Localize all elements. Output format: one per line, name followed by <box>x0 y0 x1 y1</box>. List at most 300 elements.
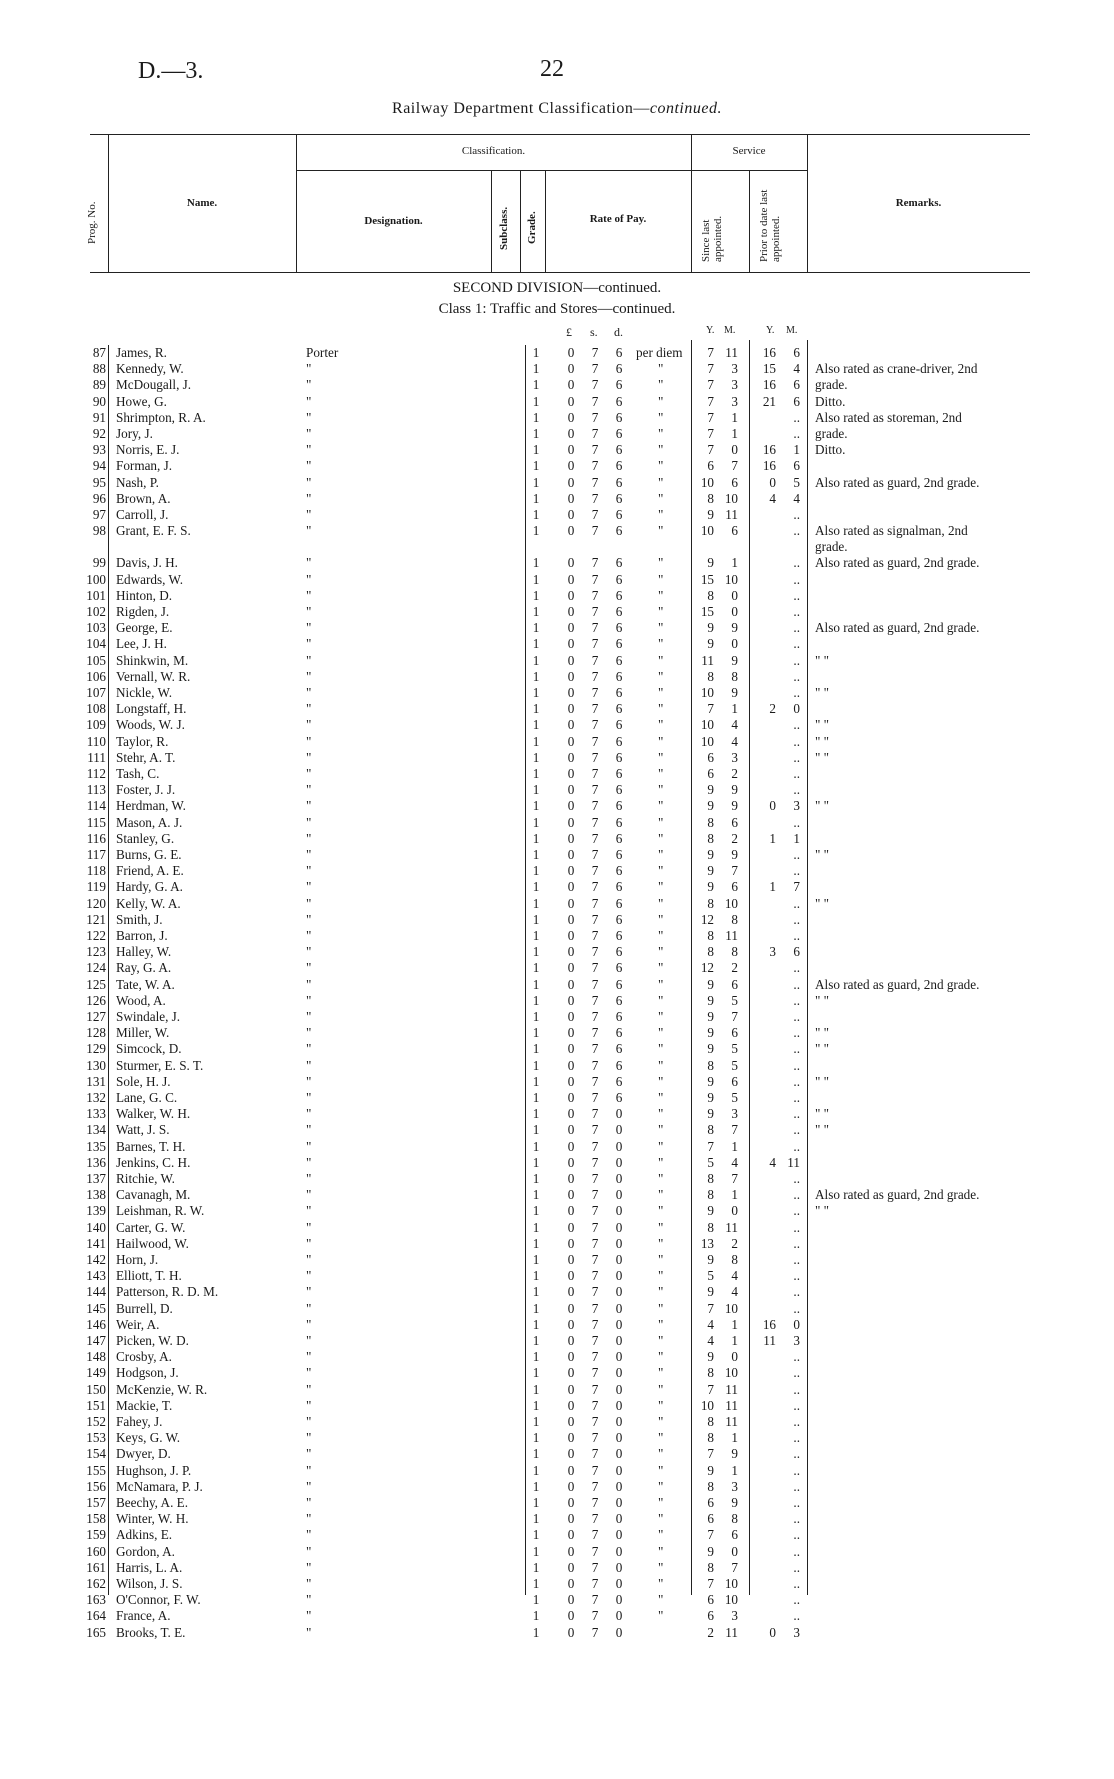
remarks: " " <box>815 652 830 668</box>
prior-months: 5 <box>793 474 800 490</box>
rate-pounds: 0 <box>567 1576 575 1591</box>
prog-no: 112 <box>86 766 106 781</box>
table-row <box>0 1560 1114 1576</box>
rate-shillings: 7 <box>591 571 599 587</box>
grade: 1 <box>532 668 540 684</box>
employee-name: Dwyer, D. <box>116 1446 171 1462</box>
prog-no: 157 <box>86 1495 106 1510</box>
employee-name: Norris, E. J. <box>116 442 180 458</box>
table-row <box>0 345 1114 361</box>
rate-unit: " <box>658 1268 664 1284</box>
since-months: 1 <box>731 701 738 717</box>
rate-unit: " <box>658 1559 664 1575</box>
designation: " <box>306 1559 312 1575</box>
rate-pounds: 0 <box>567 345 575 360</box>
grade: 1 <box>532 960 540 976</box>
since-months: 8 <box>731 1252 738 1267</box>
designation: " <box>306 426 312 441</box>
since-months: 10 <box>724 490 738 506</box>
table-row <box>0 863 1114 879</box>
since-months: 0 <box>731 442 738 458</box>
since-months: 10 <box>724 1300 738 1316</box>
table-row <box>0 636 1114 652</box>
table-row <box>0 1317 1114 1333</box>
rate-shillings: 7 <box>591 604 599 619</box>
since-months: 11 <box>725 1624 738 1640</box>
rate-pounds: 0 <box>567 1203 575 1219</box>
employee-name: Miller, W. <box>116 1025 170 1041</box>
prog-no: 87 <box>92 345 106 360</box>
grade: 1 <box>532 1576 540 1591</box>
since-months: 11 <box>725 1381 738 1397</box>
grade: 1 <box>532 1430 540 1446</box>
prog-no: 116 <box>86 830 106 846</box>
col-grade: Grade. <box>526 211 538 244</box>
employee-name: Keys, G. W. <box>116 1430 181 1446</box>
table-row <box>0 798 1114 814</box>
since-months: 9 <box>731 782 738 798</box>
rate-pounds: 0 <box>567 1608 575 1624</box>
rate-pounds: 0 <box>567 1138 575 1154</box>
rate-pence: 6 <box>615 1073 623 1089</box>
since-months: 11 <box>725 507 738 522</box>
table-row <box>0 669 1114 685</box>
rate-unit: " <box>658 1041 664 1057</box>
employee-name: Sole, H. J. <box>116 1073 171 1089</box>
since-months: 6 <box>731 1025 738 1041</box>
rate-shillings: 7 <box>591 1235 599 1251</box>
table-row <box>0 1122 1114 1138</box>
prior-months: 6 <box>793 345 800 360</box>
rate-pence: 0 <box>615 1462 623 1478</box>
prior-months: .. <box>793 507 800 522</box>
prior-years: 1 <box>769 879 776 895</box>
rate-shillings: 7 <box>591 426 599 441</box>
rate-shillings: 7 <box>591 1527 599 1543</box>
employee-name: Shrimpton, R. A. <box>116 409 206 425</box>
unit-pounds: £ <box>566 325 572 339</box>
table-row <box>0 1430 1114 1446</box>
rate-pence: 0 <box>615 1381 623 1397</box>
prior-years: 16 <box>762 377 776 393</box>
prog-no: 163 <box>86 1592 106 1608</box>
table-row <box>0 1171 1114 1187</box>
unit-shillings: s. <box>590 325 598 339</box>
prog-no: 131 <box>86 1073 106 1089</box>
designation: " <box>306 1009 312 1024</box>
prog-no: 127 <box>86 1009 106 1024</box>
grade: 1 <box>532 1041 540 1057</box>
designation: " <box>306 1154 312 1170</box>
since-years: 7 <box>707 1446 714 1462</box>
employee-name: O'Connor, F. W. <box>116 1592 201 1608</box>
since-years: 4 <box>707 1316 714 1332</box>
rate-unit: " <box>658 1203 664 1219</box>
rate-pence: 0 <box>615 1219 623 1235</box>
rate-unit: " <box>658 928 664 943</box>
prior-months: .. <box>793 409 800 425</box>
since-years: 7 <box>707 1576 714 1591</box>
remarks: " " <box>815 895 830 911</box>
rate-shillings: 7 <box>591 1025 599 1041</box>
since-years: 8 <box>707 814 714 830</box>
since-years: 9 <box>707 863 714 879</box>
rate-pounds: 0 <box>567 620 575 636</box>
rate-unit: " <box>658 1316 664 1332</box>
designation: " <box>306 1316 312 1332</box>
prog-no: 117 <box>86 847 106 862</box>
employee-name: Edwards, W. <box>116 571 184 587</box>
rate-pence: 0 <box>615 1608 623 1624</box>
rate-unit: " <box>658 863 664 879</box>
since-months: 1 <box>731 1316 738 1332</box>
col-prior-to-date: Prior to date last appointed. <box>758 189 782 262</box>
table-row <box>0 653 1114 669</box>
prog-no: 114 <box>86 798 106 814</box>
since-years: 9 <box>707 1543 714 1559</box>
remarks: " " <box>815 1106 830 1122</box>
rate-pence: 6 <box>615 571 623 587</box>
rate-shillings: 7 <box>591 830 599 846</box>
table-row <box>0 1268 1114 1284</box>
table-row <box>0 572 1114 588</box>
since-years: 10 <box>700 733 714 749</box>
designation: " <box>306 507 312 522</box>
rate-shillings: 7 <box>591 1316 599 1332</box>
grade: 1 <box>532 895 540 911</box>
rate-pence: 6 <box>615 895 623 911</box>
rate-shillings: 7 <box>591 1122 599 1138</box>
since-years: 7 <box>707 409 714 425</box>
rate-shillings: 7 <box>591 523 599 539</box>
since-years: 7 <box>707 442 714 458</box>
rate-pence: 0 <box>615 1268 623 1284</box>
designation: " <box>306 1041 312 1057</box>
rate-unit: " <box>658 960 664 976</box>
rate-shillings: 7 <box>591 1365 599 1381</box>
grade: 1 <box>532 1154 540 1170</box>
prior-years: 4 <box>769 490 776 506</box>
rate-pounds: 0 <box>567 911 575 927</box>
rate-shillings: 7 <box>591 798 599 814</box>
since-years: 8 <box>707 895 714 911</box>
since-years: 8 <box>707 1478 714 1494</box>
table-row <box>0 782 1114 798</box>
prior-years: 4 <box>769 1154 776 1170</box>
designation: " <box>306 377 312 393</box>
prog-no: 155 <box>86 1462 106 1478</box>
designation: " <box>306 1397 312 1413</box>
prog-no: 165 <box>86 1624 106 1640</box>
rate-pounds: 0 <box>567 1381 575 1397</box>
rate-pence: 6 <box>615 782 623 798</box>
rate-unit: " <box>658 1009 664 1024</box>
employee-name: Jenkins, C. H. <box>116 1154 191 1170</box>
prog-no: 91 <box>92 409 106 425</box>
employee-name: McDougall, J. <box>116 377 192 393</box>
prog-no: 159 <box>86 1527 106 1543</box>
prog-no: 158 <box>86 1511 106 1527</box>
table-row <box>0 1058 1114 1074</box>
table-row <box>0 361 1114 377</box>
rate-pounds: 0 <box>567 1300 575 1316</box>
grade: 1 <box>532 1478 540 1494</box>
rate-pounds: 0 <box>567 717 575 733</box>
since-years: 10 <box>700 474 714 490</box>
rate-unit: " <box>658 1171 664 1186</box>
prog-no: 93 <box>92 442 106 458</box>
rate-pounds: 0 <box>567 798 575 814</box>
grade: 1 <box>532 1349 540 1365</box>
since-months: 9 <box>731 798 738 814</box>
grade: 1 <box>532 766 540 781</box>
rate-pence: 6 <box>615 717 623 733</box>
rate-shillings: 7 <box>591 1349 599 1365</box>
rate-shillings: 7 <box>591 1559 599 1575</box>
table-row <box>0 1090 1114 1106</box>
prior-months: 4 <box>793 361 800 377</box>
table-row <box>0 491 1114 507</box>
table-row <box>0 977 1114 993</box>
rate-pounds: 0 <box>567 1365 575 1381</box>
rate-pence: 0 <box>615 1284 623 1300</box>
prior-months: .. <box>793 426 800 441</box>
since-months: 2 <box>731 960 738 976</box>
grade: 1 <box>532 1235 540 1251</box>
designation: " <box>306 830 312 846</box>
rate-pounds: 0 <box>567 782 575 798</box>
table-row <box>0 410 1114 426</box>
rate-pence: 6 <box>615 474 623 490</box>
prior-months: .. <box>793 1041 800 1057</box>
since-years: 6 <box>707 458 714 474</box>
rate-pence: 0 <box>615 1300 623 1316</box>
rate-pence: 0 <box>615 1414 623 1429</box>
grade: 1 <box>532 1624 540 1640</box>
rate-pounds: 0 <box>567 749 575 765</box>
rate-pounds: 0 <box>567 1219 575 1235</box>
rate-pounds: 0 <box>567 1106 575 1122</box>
prior-years: 2 <box>769 701 776 717</box>
rate-pence: 6 <box>615 992 623 1008</box>
prog-no: 148 <box>86 1349 106 1365</box>
rate-pence: 6 <box>615 555 623 571</box>
designation: " <box>306 1543 312 1559</box>
table-row <box>0 847 1114 863</box>
rate-unit: " <box>658 717 664 733</box>
rate-unit: " <box>658 847 664 862</box>
designation: " <box>306 1106 312 1122</box>
rate-unit: " <box>658 1462 664 1478</box>
rate-unit: " <box>658 1138 664 1154</box>
rate-shillings: 7 <box>591 1041 599 1057</box>
designation: " <box>306 361 312 377</box>
designation: " <box>306 733 312 749</box>
prior-years: 1 <box>769 830 776 846</box>
rate-pounds: 0 <box>567 442 575 458</box>
col-designation: Designation. <box>364 215 423 227</box>
since-years: 9 <box>707 798 714 814</box>
rate-shillings: 7 <box>591 442 599 458</box>
rate-shillings: 7 <box>591 652 599 668</box>
employee-name: Woods, W. J. <box>116 717 185 733</box>
since-months: 11 <box>725 1414 738 1429</box>
rate-unit: " <box>658 1414 664 1429</box>
employee-name: Mackie, T. <box>116 1397 173 1413</box>
rate-shillings: 7 <box>591 1446 599 1462</box>
table-row <box>0 426 1114 442</box>
grade: 1 <box>532 1543 540 1559</box>
rate-unit: " <box>658 1430 664 1446</box>
since-months: 0 <box>731 1349 738 1365</box>
table-row <box>0 442 1114 458</box>
rate-unit: " <box>658 1576 664 1591</box>
grade: 1 <box>532 944 540 960</box>
since-years: 8 <box>707 1414 714 1429</box>
grade: 1 <box>532 782 540 798</box>
rate-shillings: 7 <box>591 668 599 684</box>
employee-name: Watt, J. S. <box>116 1122 170 1138</box>
rate-pence: 6 <box>615 976 623 992</box>
designation: " <box>306 587 312 603</box>
designation: " <box>306 1527 312 1543</box>
table-row <box>0 1544 1114 1560</box>
remarks: grade. <box>815 426 848 441</box>
since-years: 9 <box>707 555 714 571</box>
remarks: Ditto. <box>815 442 846 458</box>
prior-years: 16 <box>762 1316 776 1332</box>
since-years: 5 <box>707 1268 714 1284</box>
since-months: 1 <box>731 426 738 441</box>
rate-unit: " <box>658 1495 664 1510</box>
prior-months: .. <box>793 1073 800 1089</box>
rate-shillings: 7 <box>591 345 599 360</box>
prior-months: .. <box>793 1397 800 1413</box>
grade: 1 <box>532 1203 540 1219</box>
prog-no: 140 <box>86 1219 106 1235</box>
since-years: 9 <box>707 1106 714 1122</box>
rate-pounds: 0 <box>567 1462 575 1478</box>
since-years: 8 <box>707 944 714 960</box>
rate-pounds: 0 <box>567 685 575 700</box>
rate-unit: " <box>658 1511 664 1527</box>
employee-name: Hailwood, W. <box>116 1235 189 1251</box>
since-years: 7 <box>707 426 714 441</box>
since-years: 10 <box>700 685 714 700</box>
prog-no: 151 <box>86 1397 106 1413</box>
rate-pence: 6 <box>615 814 623 830</box>
table-row <box>0 1365 1114 1381</box>
remarks: Also rated as guard, 2nd grade. <box>815 620 980 636</box>
rate-unit: " <box>658 1478 664 1494</box>
rate-unit: " <box>658 523 664 539</box>
grade: 1 <box>532 377 540 393</box>
rate-pounds: 0 <box>567 1592 575 1608</box>
rate-unit: " <box>658 604 664 619</box>
since-years: 8 <box>707 587 714 603</box>
rate-unit: " <box>658 895 664 911</box>
since-years: 8 <box>707 928 714 943</box>
prior-months: .. <box>793 1608 800 1624</box>
grade: 1 <box>532 717 540 733</box>
table-row <box>0 1592 1114 1608</box>
table-row <box>0 1333 1114 1349</box>
prior-months: .. <box>793 1284 800 1300</box>
rate-pence: 0 <box>615 1527 623 1543</box>
employee-name: Patterson, R. D. M. <box>116 1284 219 1300</box>
since-months: 6 <box>731 1073 738 1089</box>
employee-name: Horn, J. <box>116 1252 159 1267</box>
rate-unit: " <box>658 1154 664 1170</box>
rate-pence: 6 <box>615 587 623 603</box>
employee-name: Winter, W. H. <box>116 1511 189 1527</box>
rate-pounds: 0 <box>567 1349 575 1365</box>
since-months: 0 <box>731 636 738 652</box>
rate-shillings: 7 <box>591 1430 599 1446</box>
since-years: 7 <box>707 1300 714 1316</box>
rate-shillings: 7 <box>591 361 599 377</box>
rate-unit: " <box>658 1300 664 1316</box>
prior-months: .. <box>793 782 800 798</box>
remarks: " " <box>815 1041 830 1057</box>
prog-no: 122 <box>86 928 106 943</box>
rate-pounds: 0 <box>567 361 575 377</box>
prior-months: .. <box>793 1495 800 1510</box>
unit-months-prior: M. <box>786 325 798 336</box>
prog-no: 146 <box>86 1316 106 1332</box>
employee-name: Barnes, T. H. <box>116 1138 186 1154</box>
prog-no: 125 <box>86 976 106 992</box>
designation: " <box>306 1025 312 1041</box>
designation: " <box>306 847 312 862</box>
prior-months: 6 <box>793 458 800 474</box>
rate-pounds: 0 <box>567 976 575 992</box>
designation: " <box>306 604 312 619</box>
grade: 1 <box>532 1592 540 1608</box>
rate-pence: 0 <box>615 1511 623 1527</box>
grade: 1 <box>532 911 540 927</box>
rate-pence: 6 <box>615 701 623 717</box>
grade: 1 <box>532 992 540 1008</box>
rate-shillings: 7 <box>591 458 599 474</box>
table-row <box>0 734 1114 750</box>
employee-name: Tate, W. A. <box>116 976 175 992</box>
employee-name: Taylor, R. <box>116 733 169 749</box>
designation: " <box>306 1268 312 1284</box>
prior-months: .. <box>793 992 800 1008</box>
rate-shillings: 7 <box>591 1219 599 1235</box>
rate-unit: " <box>658 442 664 458</box>
since-years: 12 <box>700 960 714 976</box>
rate-pounds: 0 <box>567 879 575 895</box>
designation: " <box>306 928 312 943</box>
employee-name: Burrell, D. <box>116 1300 173 1316</box>
rate-unit: " <box>658 636 664 652</box>
rate-pounds: 0 <box>567 523 575 539</box>
since-months: 1 <box>731 555 738 571</box>
rate-unit: " <box>658 1446 664 1462</box>
designation: " <box>306 1478 312 1494</box>
rate-shillings: 7 <box>591 879 599 895</box>
rate-unit: " <box>658 490 664 506</box>
rate-pounds: 0 <box>567 733 575 749</box>
grade: 1 <box>532 458 540 474</box>
since-months: 9 <box>731 1495 738 1510</box>
rate-pence: 0 <box>615 1252 623 1267</box>
since-years: 6 <box>707 766 714 781</box>
rate-unit: " <box>658 749 664 765</box>
rate-pounds: 0 <box>567 1543 575 1559</box>
